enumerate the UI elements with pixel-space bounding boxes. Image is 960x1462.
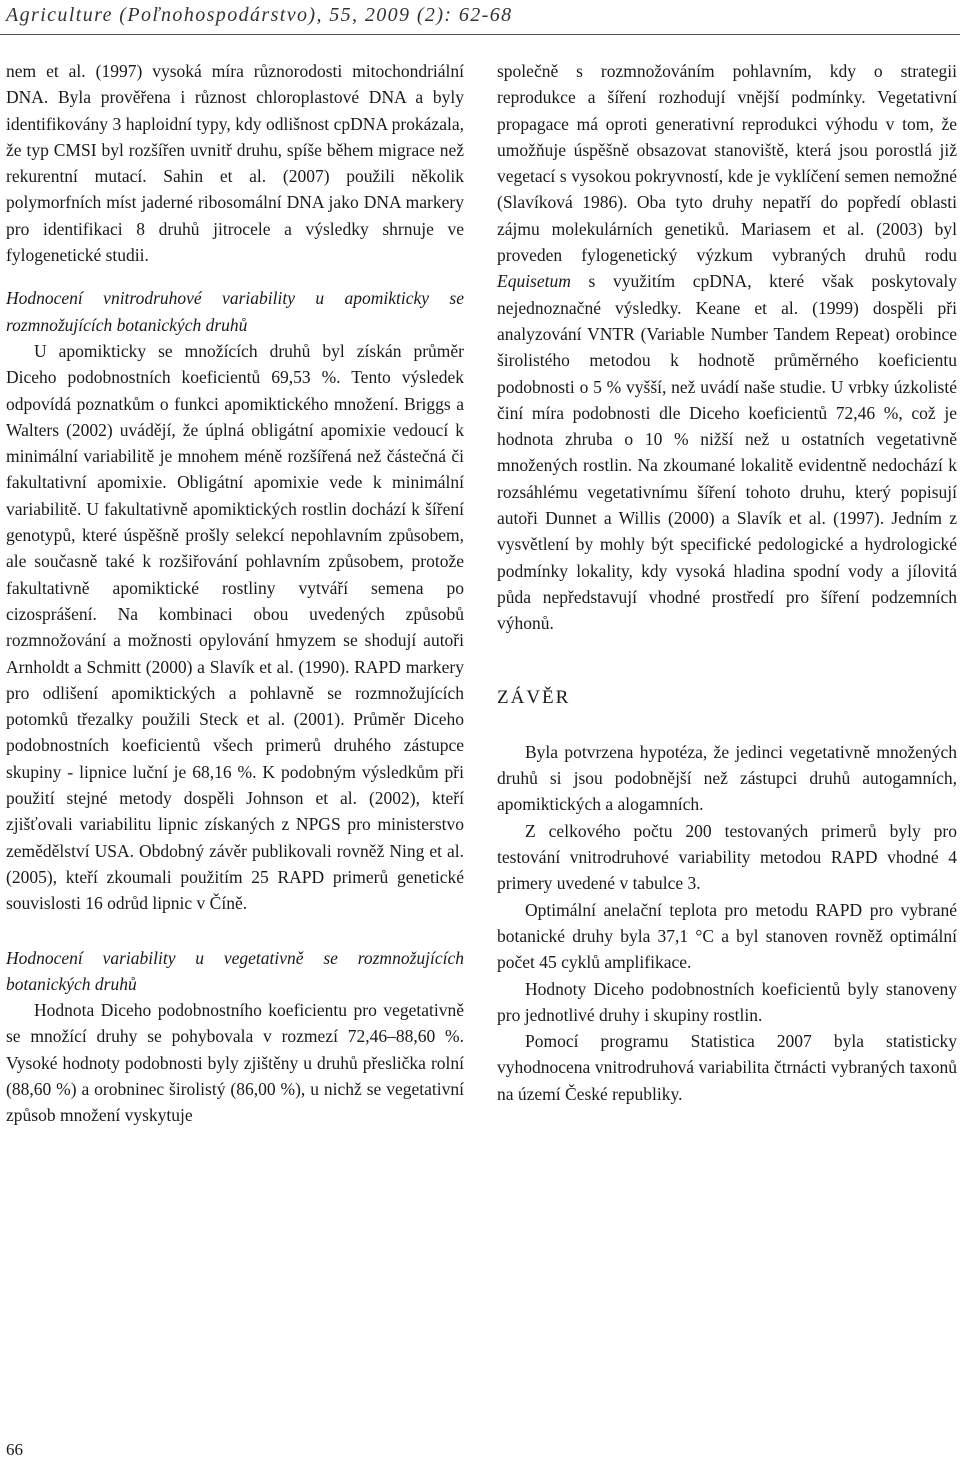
- subheading-vegetative: Hodnocení variability u vegetativně se rozmnožujících botanických druhů: [6, 947, 464, 994]
- left-paragraph-3: Hodnota Diceho podobnostního koeficientu pro vegetativně se množící druhy se pohybovala v rozmezí 72,46–88,60 %. Vysoké hodnoty podobnosti byly zjištěny u druhů přeslička rolní (88,60 %) a orobninec širolistý (86,00 %), u nichž se vegetativní způsob množení vyskytuje: [6, 1000, 464, 1126]
- conclusion-paragraph-4: Hodnoty Diceho podobnostních koeficientů byly stanoveny pro jednotlivé druhy i skupiny rostlin.: [497, 978, 957, 1025]
- conclusion-paragraph-2: Z celkového počtu 200 testovaných primerů byly pro testování vnitrodruhové variability metodou RAPD vhodné 4 primery uvedené v tabulce 3.: [497, 820, 957, 894]
- conclusion-paragraph-1: Byla potvrzena hypotéza, že jedinci vegetativně množených druhů si jsou podobnější než zástupci druhů autogamních, apomiktických a alogamních.: [497, 741, 957, 815]
- left-column: [6, 58, 464, 1129]
- right-paragraph-1-text-a: společně s rozmnožováním pohlavním, kdy o strategii reprodukce a šíření rozhodují vnější podmínky. Vegetativní propagace má oproti generativní reprodukci výhodu v tom, že umožňuje úspěšně obsazovat stanoviště, která jsou porostlá již vegetací s vysokou pokryvností, kde je vyklíčení semen nemožné (Slavíková 1986). Oba tyto druhy nepatří do popředí oblasti zájmu molekulárních genetiků. Mariasem et al. (2003) byl proveden fylogenetický výzkum vybraných druhů rodu: [497, 61, 957, 266]
- left-paragraph-2: U apomikticky se množících druhů byl získán průměr Diceho podobnostních koeficientů 69,53 %. Tento výsledek odpovídá poznatkům o funkci apomiktického množení. Briggs a Walters (2002) uvádějí, že úplná obligátní apomixie vedoucí k minimální variabilitě je mnohem méně rozšířená než částečná či fakultativní apomixie. Obligátní apomixie vede k minimální variabilitě. U fakultativně apomiktických rostlin dochází k šíření genotypů, které úspěšně prošly selekcí nepohlavním způsobem, ale současně také k rozšiřování pohlavním způsobem, protože fakultativně apomiktické rostliny vytváří semena po cizosprášení. Na kombinaci obou uvedených způsobů rozmnožování a možnosti opylování hmyzem se shodují autoři Arnholdt a Schmitt (2000) a Slavík et al. (1990). RAPD markery pro odlišení apomiktických a pohlavně se rozmnožujících potomků třezalky použili Steck et al. (2001). Průměr Diceho podobnostních koeficientů všech primerů druhého zástupce skupiny - lipnice luční je 68,16 %. K podobným výsledkům při použití stejné metody dospěli Johnson et al. (2002), kteří zjišťovali variabilitu lipnic získaných z NPGS pro ministerstvo zemědělství USA. Obdobný závěr publikovali rovněž Ning et al. (2005), kteří zkoumali použitím 25 RAPD primerů genetické souvislosti 16 odrůd lipnic v Číně.: [6, 340, 464, 914]
- conclusion-paragraph-5: Pomocí programu Statistica 2007 byla statisticky vyhodnocena vnitrodruhová variabilita čtrnácti vybraných taxonů na území České republiky.: [497, 1031, 957, 1104]
- page-number: 66: [6, 1440, 23, 1459]
- conclusion-paragraph-3: Optimální anelační teplota pro metodu RAPD pro vybrané botanické druhy byla 37,1 °C a byl stanoven rovněž optimální počet 45 cyklů amplifikace.: [497, 899, 957, 973]
- right-paragraph-1-text-b: s využitím cpDNA, které však poskytovaly nejednoznačné výsledky. Keane et al. (1999) dospěli při analyzování VNTR (Variable Number Tandem Repeat) orobince širolistého metodou k hodnotě průměrného koeficientu podobnosti o 5 % vyšší, než uvádí naše studie. U vrbky úzkolisté činí míra podobnosti dle Diceho koeficientů 72,46 %, což je hodnota zhruba o 10 % nižší než u ostatních vegetativně množených rostlin. Na zkoumané lokalitě evidentně nedochází k rozsáhlému vegetativnímu šíření tohoto druhu, který popisují autoři Dunnet a Willis (2000) a Slavík et al. (1997). Jedním z vysvětlení by mohly být specifické pedologické a hydrologické podmínky lokality, kdy vysoká hladina spodní vody a jílovitá půda nepředstavují vhodné prostředí pro šíření podzemních výhonů.: [497, 271, 958, 634]
- left-paragraph-1: nem et al. (1997) vysoká míra různorodosti mitochondriální DNA. Byla prověřena i různost chloroplastové DNA a byly identifikovány 3 haploidní typy, kdy odlišnost cpDNA prokázala, že typ CMSI byl rozšířen uvnitř druhu, spíše během migrace než rekurentní mutací. Sahin et al. (2007) použili několik polymorfních míst jaderné ribosomální DNA jako DNA markery pro identifikaci 8 druhů jitrocele a výsledky shrnuje ve fylogenetické studii.: [6, 61, 464, 266]
- header-rule: [0, 34, 960, 35]
- right-column: [497, 58, 957, 1107]
- section-title-conclusion: ZÁVĚR: [497, 686, 571, 708]
- right-paragraph-1: [497, 58, 957, 637]
- subheading-apomictic: Hodnocení vnitrodruhové variability u apomikticky se rozmnožujících botanických druhů: [6, 288, 464, 335]
- running-header: Agriculture (Poľnohospodárstvo), 55, 2009 (2): 62-68: [6, 4, 513, 26]
- genus-name-italic: Equisetum: [497, 271, 571, 292]
